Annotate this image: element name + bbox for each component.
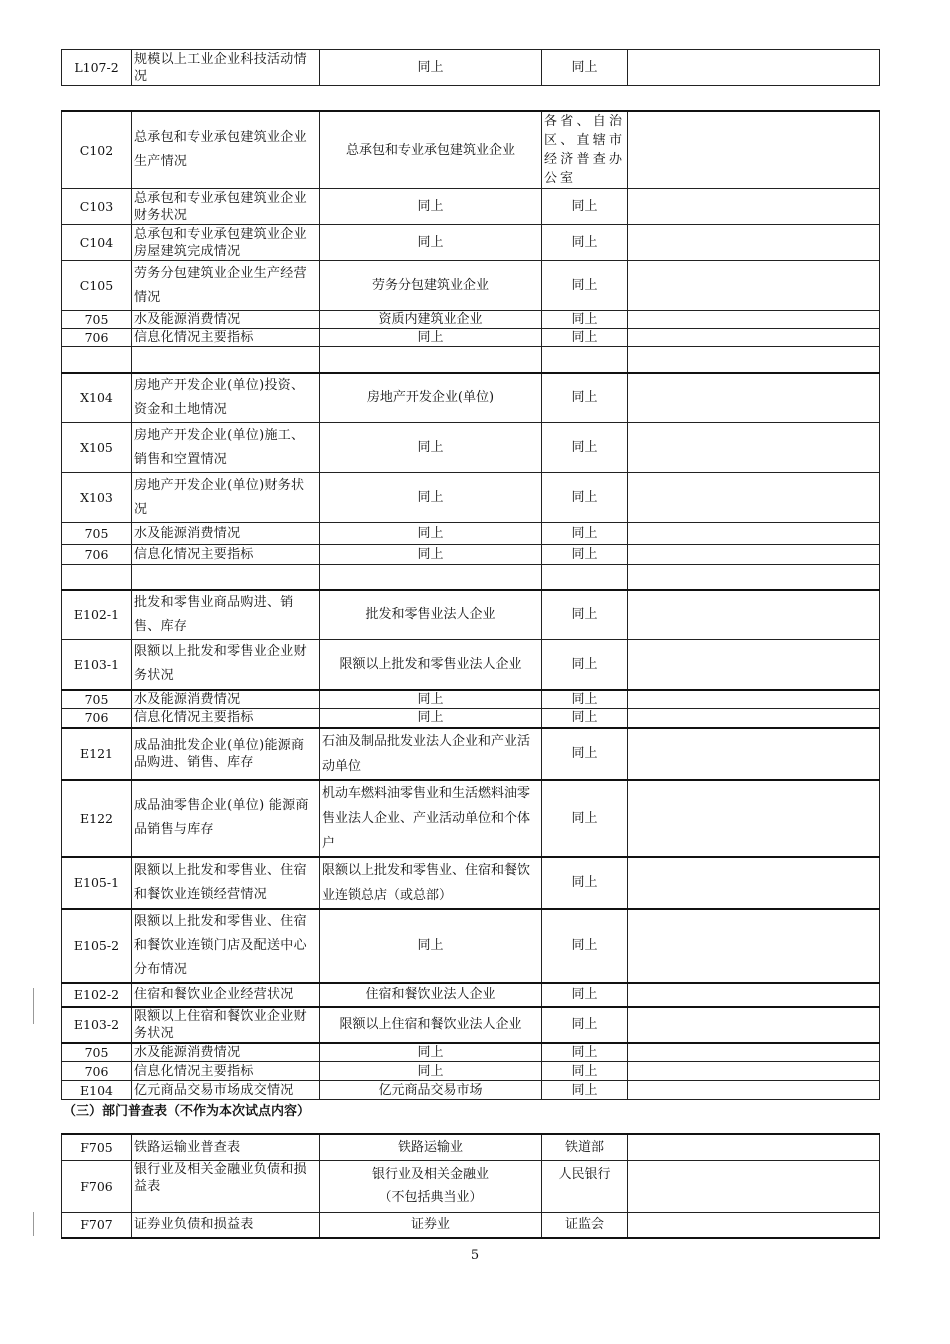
- scope-cell: 亿元商品交易市场: [320, 1081, 542, 1100]
- note-cell: [628, 640, 880, 690]
- note-cell: [628, 690, 880, 709]
- code-cell: [62, 347, 132, 373]
- table-row: [62, 311, 880, 329]
- note-cell: [628, 565, 880, 590]
- scope-cell: 限额以上住宿和餐饮业法人企业: [320, 1007, 542, 1043]
- name-cell: 批发和零售业商品购进、销售、库存: [132, 590, 320, 640]
- org-cell: 证监会: [542, 1212, 628, 1238]
- org-cell: 同上: [542, 857, 628, 909]
- note-cell: [628, 857, 880, 909]
- scope-cell: 同上: [320, 473, 542, 523]
- table-row: [62, 50, 880, 86]
- table-industry: [61, 49, 880, 86]
- table-row: [62, 1134, 880, 1160]
- table-row: [62, 523, 880, 545]
- name-cell: 信息化情况主要指标: [132, 545, 320, 565]
- table-row: [62, 709, 880, 728]
- scope-cell: 批发和零售业法人企业: [320, 590, 542, 640]
- scope-cell: [320, 347, 542, 373]
- section-title: （三）部门普查表（不作为本次试点内容）: [63, 1104, 311, 1119]
- table-row: [62, 111, 880, 189]
- name-cell: 规模以上工业企业科技活动情况: [132, 50, 320, 86]
- code-cell: 706: [62, 329, 132, 347]
- code-cell: E102-2: [62, 983, 132, 1007]
- code-cell: X103: [62, 473, 132, 523]
- note-cell: [628, 1043, 880, 1062]
- margin-mark: [33, 1212, 34, 1236]
- name-cell: 信息化情况主要指标: [132, 1062, 320, 1081]
- name-cell: 亿元商品交易市场成交情况: [132, 1081, 320, 1100]
- note-cell: [628, 780, 880, 857]
- name-cell: 信息化情况主要指标: [132, 709, 320, 728]
- scope-cell: 同上: [320, 523, 542, 545]
- table-row: [62, 640, 880, 690]
- table-row: [62, 983, 880, 1007]
- name-cell: 住宿和餐饮业企业经营状况: [132, 983, 320, 1007]
- org-cell: 人民银行: [542, 1160, 628, 1212]
- name-cell: 信息化情况主要指标: [132, 329, 320, 347]
- note-cell: [628, 545, 880, 565]
- table-row: [62, 347, 880, 373]
- org-cell: [542, 347, 628, 373]
- note-cell: [628, 189, 880, 225]
- table-row: [62, 728, 880, 780]
- org-cell: 同上: [542, 1043, 628, 1062]
- note-cell: [628, 983, 880, 1007]
- scope-cell: 机动车燃料油零售业和生活燃料油零售业法人企业、产业活动单位和个体户: [320, 780, 542, 857]
- name-cell: 房地产开发企业(单位)施工、销售和空置情况: [132, 423, 320, 473]
- org-cell: 同上: [542, 373, 628, 423]
- org-cell: 同上: [542, 1007, 628, 1043]
- scope-cell: 同上: [320, 50, 542, 86]
- table-row: [62, 565, 880, 590]
- code-cell: E104: [62, 1081, 132, 1100]
- org-cell: 同上: [542, 1081, 628, 1100]
- code-cell: 706: [62, 709, 132, 728]
- name-cell: 成品油批发企业(单位)能源商品购进、销售、库存: [132, 728, 320, 780]
- code-cell: F705: [62, 1134, 132, 1160]
- scope-cell: [320, 565, 542, 590]
- table-row: [62, 189, 880, 225]
- code-cell: C102: [62, 111, 132, 189]
- code-cell: X105: [62, 423, 132, 473]
- name-cell: 限额以上住宿和餐饮业企业财务状况: [132, 1007, 320, 1043]
- note-cell: [628, 1160, 880, 1212]
- name-cell: 总承包和专业承包建筑业企业财务状况: [132, 189, 320, 225]
- scope-cell: [320, 1160, 542, 1212]
- table-row: [62, 1007, 880, 1043]
- note-cell: [628, 329, 880, 347]
- table-row: [62, 329, 880, 347]
- note-cell: [628, 1081, 880, 1100]
- note-cell: [628, 111, 880, 189]
- org-cell: 同上: [542, 590, 628, 640]
- table-row: [62, 1062, 880, 1081]
- code-cell: E102-1: [62, 590, 132, 640]
- name-cell: 水及能源消费情况: [132, 523, 320, 545]
- name-cell: 水及能源消费情况: [132, 690, 320, 709]
- name-cell: 成品油零售企业(单位) 能源商品销售与库存: [132, 780, 320, 857]
- note-cell: [628, 373, 880, 423]
- scope-cell: 资质内建筑业企业: [320, 311, 542, 329]
- note-cell: [628, 709, 880, 728]
- scope-line-2: （不包括典当业）: [378, 1190, 483, 1205]
- name-cell: 总承包和专业承包建筑业企业生产情况: [132, 111, 320, 189]
- scope-cell: 证券业: [320, 1212, 542, 1238]
- org-cell: 同上: [542, 780, 628, 857]
- name-cell: 银行业及相关金融业负债和损益表: [132, 1160, 320, 1212]
- code-cell: F706: [62, 1160, 132, 1212]
- note-cell: [628, 311, 880, 329]
- code-cell: C104: [62, 225, 132, 261]
- note-cell: [628, 523, 880, 545]
- scope-cell: 同上: [320, 329, 542, 347]
- org-cell: 同上: [542, 523, 628, 545]
- scope-cell: 铁路运输业: [320, 1134, 542, 1160]
- table-row: [62, 261, 880, 311]
- note-cell: [628, 423, 880, 473]
- note-cell: [628, 1062, 880, 1081]
- org-cell: 同上: [542, 311, 628, 329]
- table-main: [61, 110, 880, 1100]
- table-department: [61, 1133, 880, 1239]
- code-cell: X104: [62, 373, 132, 423]
- table-row: [62, 590, 880, 640]
- org-cell: 同上: [542, 909, 628, 983]
- note-cell: [628, 473, 880, 523]
- org-cell: 同上: [542, 690, 628, 709]
- name-cell: 限额以上批发和零售业、住宿和餐饮业连锁门店及配送中心分布情况: [132, 909, 320, 983]
- note-cell: [628, 728, 880, 780]
- table-row: [62, 1043, 880, 1062]
- table-row: [62, 909, 880, 983]
- code-cell: E105-2: [62, 909, 132, 983]
- scope-cell: 住宿和餐饮业法人企业: [320, 983, 542, 1007]
- scope-cell: 同上: [320, 1043, 542, 1062]
- table-row: [62, 780, 880, 857]
- name-cell: [132, 565, 320, 590]
- org-cell: 同上: [542, 50, 628, 86]
- note-cell: [628, 1134, 880, 1160]
- code-cell: E103-2: [62, 1007, 132, 1043]
- scope-cell: 劳务分包建筑业企业: [320, 261, 542, 311]
- code-cell: E103-1: [62, 640, 132, 690]
- note-cell: [628, 909, 880, 983]
- table-row: [62, 473, 880, 523]
- code-cell: 705: [62, 1043, 132, 1062]
- scope-cell: 同上: [320, 709, 542, 728]
- scope-cell: 同上: [320, 545, 542, 565]
- org-cell: 同上: [542, 728, 628, 780]
- org-cell: 同上: [542, 709, 628, 728]
- org-cell: 各省、自治区、直辖市经济普查办公室: [542, 111, 628, 189]
- name-cell: 限额以上批发和零售业、住宿和餐饮业连锁经营情况: [132, 857, 320, 909]
- name-cell: 劳务分包建筑业企业生产经营情况: [132, 261, 320, 311]
- org-cell: [542, 565, 628, 590]
- note-cell: [628, 347, 880, 373]
- scope-cell: 房地产开发企业(单位): [320, 373, 542, 423]
- code-cell: E121: [62, 728, 132, 780]
- name-cell: 房地产开发企业(单位)投资、资金和土地情况: [132, 373, 320, 423]
- scope-cell: 同上: [320, 909, 542, 983]
- table-row: [62, 1160, 880, 1212]
- scope-cell: 总承包和专业承包建筑业企业: [320, 111, 542, 189]
- note-cell: [628, 225, 880, 261]
- name-cell: 水及能源消费情况: [132, 1043, 320, 1062]
- table-row: [62, 423, 880, 473]
- name-cell: 证券业负债和损益表: [132, 1212, 320, 1238]
- note-cell: [628, 590, 880, 640]
- code-cell: E122: [62, 780, 132, 857]
- org-cell: 同上: [542, 225, 628, 261]
- table-row: [62, 857, 880, 909]
- table-row: [62, 225, 880, 261]
- code-cell: 706: [62, 1062, 132, 1081]
- scope-cell: 同上: [320, 225, 542, 261]
- code-cell: 706: [62, 545, 132, 565]
- name-cell: 限额以上批发和零售业企业财务状况: [132, 640, 320, 690]
- scope-cell: 限额以上批发和零售业、住宿和餐饮业连锁总店（或总部）: [320, 857, 542, 909]
- code-cell: 705: [62, 523, 132, 545]
- code-cell: F707: [62, 1212, 132, 1238]
- scope-cell: 同上: [320, 189, 542, 225]
- table-row: [62, 545, 880, 565]
- scope-cell: 限额以上批发和零售业法人企业: [320, 640, 542, 690]
- org-cell: 同上: [542, 545, 628, 565]
- name-cell: 总承包和专业承包建筑业企业房屋建筑完成情况: [132, 225, 320, 261]
- name-cell: [132, 347, 320, 373]
- name-cell: 水及能源消费情况: [132, 311, 320, 329]
- org-cell: 同上: [542, 983, 628, 1007]
- scope-line: 银行业及相关金融业: [371, 1167, 489, 1182]
- note-cell: [628, 50, 880, 86]
- code-cell: L107-2: [62, 50, 132, 86]
- note-cell: [628, 1007, 880, 1043]
- table-row: [62, 1212, 880, 1238]
- code-cell: E105-1: [62, 857, 132, 909]
- org-cell: 同上: [542, 189, 628, 225]
- org-cell: 同上: [542, 423, 628, 473]
- scope-cell: 同上: [320, 1062, 542, 1081]
- table-row: [62, 373, 880, 423]
- code-cell: 705: [62, 311, 132, 329]
- note-cell: [628, 261, 880, 311]
- name-cell: 房地产开发企业(单位)财务状况: [132, 473, 320, 523]
- scope-cell: 同上: [320, 690, 542, 709]
- margin-mark: [33, 988, 34, 1024]
- page-number: 5: [470, 1248, 480, 1263]
- code-cell: C105: [62, 261, 132, 311]
- name-cell: 铁路运输业普查表: [132, 1134, 320, 1160]
- org-cell: 同上: [542, 1062, 628, 1081]
- code-cell: 705: [62, 690, 132, 709]
- table-row: [62, 690, 880, 709]
- org-cell: 同上: [542, 473, 628, 523]
- scope-cell: 石油及制品批发业法人企业和产业活动单位: [320, 728, 542, 780]
- scope-cell: 同上: [320, 423, 542, 473]
- code-cell: [62, 565, 132, 590]
- org-cell: 同上: [542, 261, 628, 311]
- org-cell: 同上: [542, 640, 628, 690]
- org-cell: 铁道部: [542, 1134, 628, 1160]
- org-cell: 同上: [542, 329, 628, 347]
- code-cell: C103: [62, 189, 132, 225]
- note-cell: [628, 1212, 880, 1238]
- table-row: [62, 1081, 880, 1100]
